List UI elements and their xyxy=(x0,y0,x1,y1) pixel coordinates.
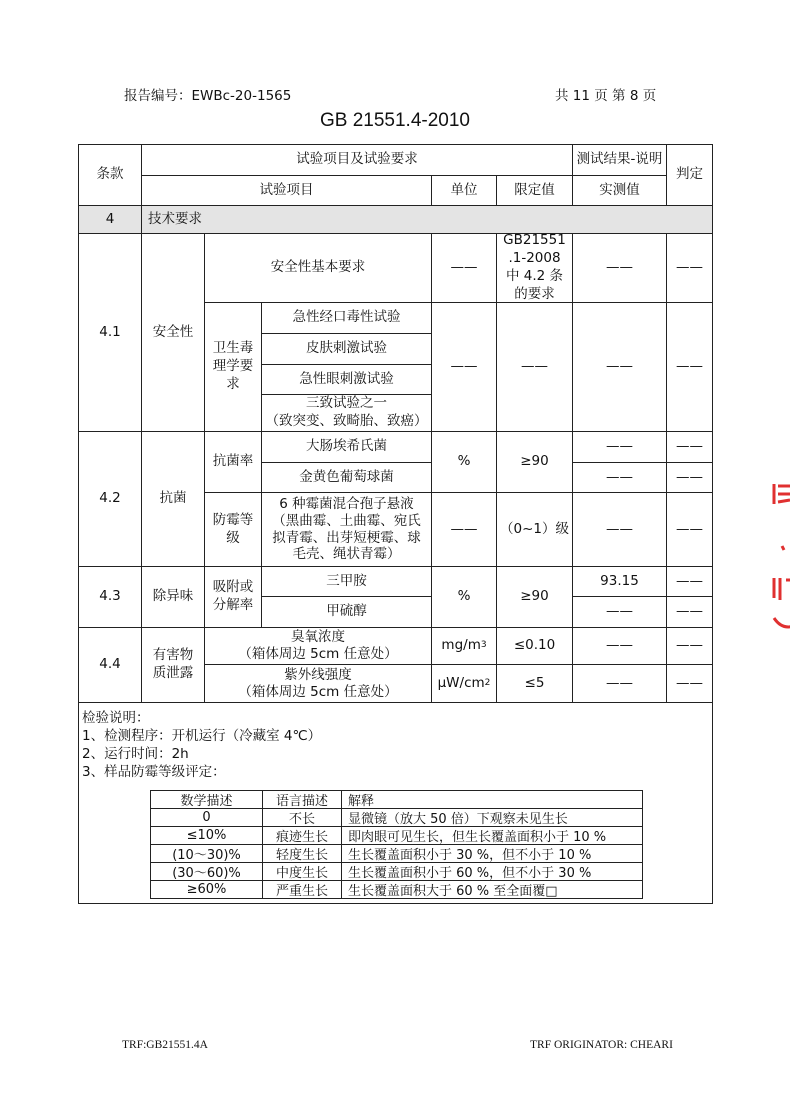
ozone-unit xyxy=(431,627,497,665)
grade-header-language: 语言描述 xyxy=(262,790,342,809)
document-title: GB 21551.4-2010 xyxy=(319,110,470,131)
antibac-staph-verdict: —— xyxy=(666,462,713,493)
ozone-verdict: —— xyxy=(666,627,713,665)
page-indicator: 共 11 页 第 8 页 xyxy=(555,88,657,104)
tox-verdict: —— xyxy=(666,302,713,432)
clause-4-4-number: 4.4 xyxy=(78,627,142,703)
clause-4-1-name: 安全性 xyxy=(141,233,205,432)
header-item: 试验项目 xyxy=(141,175,432,206)
ozone-unit-text: mg/m xyxy=(441,637,481,654)
grade-row-1-explanation: 即肉眼可见生长，但生长覆盖面积小于 10 % xyxy=(341,826,643,845)
odor-methanethiol-verdict: —— xyxy=(666,596,713,628)
tox-item-skin: 皮肤刺激试验 xyxy=(261,333,432,365)
safety-basic-verdict: —— xyxy=(666,233,713,303)
clause-4-4-name: 有害物 质泄露 xyxy=(141,627,205,703)
ozone-measured: —— xyxy=(572,627,667,665)
clause-4-2-name: 抗菌 xyxy=(141,431,205,567)
uv-unit-text: μW/cm xyxy=(437,674,485,691)
grade-row-0-language: 不长 xyxy=(262,808,342,827)
section-4-title: 技术要求 xyxy=(141,205,713,234)
grade-row-4-language: 严重生长 xyxy=(262,880,342,899)
notes-line-2: 2、运行时间：2h xyxy=(82,746,189,762)
uv-unit xyxy=(431,664,497,703)
odor-group: 吸附或 分解率 xyxy=(204,566,262,628)
antibac-item-ecoli: 大肠埃希氏菌 xyxy=(261,431,432,463)
safety-basic-limit: GB21551 .1-2008 中 4.2 条 的要求 xyxy=(496,233,573,303)
tox-limit: —— xyxy=(496,302,573,432)
grade-row-0-explanation: 显微镜（放大 50 倍）下观察未见生长 xyxy=(341,808,643,827)
grade-row-2-language: 轻度生长 xyxy=(262,844,342,863)
ozone-item: 臭氧浓度 （箱体周边 5cm 任意处） xyxy=(204,627,432,665)
grade-row-3-math: (30～60)% xyxy=(150,862,263,881)
safety-basic-measured: —— xyxy=(572,233,667,303)
mold-unit: —— xyxy=(431,492,497,567)
mold-item: 6 种霉菌混合孢子悬液 （黑曲霉、土曲霉、宛氏 拟青霉、出芽短梗霉、球 毛壳、绳状青霉） xyxy=(261,492,432,567)
header-limit: 限定值 xyxy=(496,175,573,206)
report-number: 报告编号：EWBc-20-1565 xyxy=(124,88,292,104)
ozone-unit-exponent: 3 xyxy=(480,640,487,651)
header-result: 测试结果-说明 xyxy=(572,144,667,176)
grade-row-3-language: 中度生长 xyxy=(262,862,342,881)
tox-item-eye: 急性眼刺激试验 xyxy=(261,364,432,395)
seal-stamp-partial xyxy=(768,470,790,640)
odor-item-methanethiol: 甲硫醇 xyxy=(261,596,432,628)
antibac-limit: ≥90 xyxy=(496,431,573,493)
tox-item-mutagenic: 三致试验之一 （致突变、致畸胎、致癌） xyxy=(261,394,432,432)
uv-unit-exponent: 2 xyxy=(484,677,491,688)
grade-row-4-explanation: 生长覆盖面积大于 60 % 至全面覆□ xyxy=(341,880,643,899)
odor-unit: % xyxy=(431,566,497,628)
grade-row-0-math: 0 xyxy=(150,808,263,827)
antibac-ecoli-measured: —— xyxy=(572,431,667,463)
grade-row-2-explanation: 生长覆盖面积小于 30 %，但不小于 10 % xyxy=(341,844,643,863)
notes-title: 检验说明： xyxy=(82,710,150,726)
uv-verdict: —— xyxy=(666,664,713,703)
header-measured: 实测值 xyxy=(572,175,667,206)
antibac-item-staph: 金黄色葡萄球菌 xyxy=(261,462,432,493)
mold-limit: （0~1）级 xyxy=(496,492,573,567)
antibac-unit: % xyxy=(431,431,497,493)
seal-stamp-marks xyxy=(774,484,790,627)
grade-row-3-explanation: 生长覆盖面积小于 60 %，但不小于 30 % xyxy=(341,862,643,881)
toxicology-group: 卫生毒 理学要 求 xyxy=(204,302,262,432)
odor-item-trimethylamine: 三甲胺 xyxy=(261,566,432,597)
header-unit: 单位 xyxy=(431,175,497,206)
clause-4-3-name: 除异味 xyxy=(141,566,205,628)
tox-unit: —— xyxy=(431,302,497,432)
uv-limit: ≤5 xyxy=(496,664,573,703)
ozone-limit: ≤0.10 xyxy=(496,627,573,665)
odor-limit: ≥90 xyxy=(496,566,573,628)
antibacterial-group: 抗菌率 xyxy=(204,431,262,493)
header-verdict: 判定 xyxy=(666,144,713,206)
odor-trimethylamine-verdict: —— xyxy=(666,566,713,597)
clause-4-3-number: 4.3 xyxy=(78,566,142,628)
safety-basic-item: 安全性基本要求 xyxy=(204,233,432,303)
section-4-number: 4 xyxy=(78,205,142,234)
tox-measured: —— xyxy=(572,302,667,432)
antibac-staph-measured: —— xyxy=(572,462,667,493)
tox-item-oral: 急性经口毒性试验 xyxy=(261,302,432,334)
header-items-requirements: 试验项目及试验要求 xyxy=(141,144,573,176)
antibac-ecoli-verdict: —— xyxy=(666,431,713,463)
footer-originator: TRF ORIGINATOR: CHEARI xyxy=(530,1039,673,1051)
clause-4-2-number: 4.2 xyxy=(78,431,142,567)
grade-row-4-math: ≥60% xyxy=(150,880,263,899)
grade-row-1-math: ≤10% xyxy=(150,826,263,845)
odor-methanethiol-measured: —— xyxy=(572,596,667,628)
mold-verdict: —— xyxy=(666,492,713,567)
grade-header-math: 数学描述 xyxy=(150,790,263,809)
odor-trimethylamine-measured: 93.15 xyxy=(572,566,667,597)
safety-basic-unit: —— xyxy=(431,233,497,303)
notes-line-3: 3、样品防霉等级评定： xyxy=(82,764,226,780)
header-clause: 条款 xyxy=(78,144,142,206)
clause-4-1-number: 4.1 xyxy=(78,233,142,432)
uv-item: 紫外线强度 （箱体周边 5cm 任意处） xyxy=(204,664,432,703)
grade-row-2-math: (10～30)% xyxy=(150,844,263,863)
grade-header-explanation: 解释 xyxy=(341,790,643,809)
footer-form-id: TRF:GB21551.4A xyxy=(122,1039,208,1051)
uv-measured: —— xyxy=(572,664,667,703)
mold-group: 防霉等 级 xyxy=(204,492,262,567)
mold-measured: —— xyxy=(572,492,667,567)
notes-line-1: 1、检测程序：开机运行（冷藏室 4℃） xyxy=(82,728,322,744)
grade-row-1-language: 痕迹生长 xyxy=(262,826,342,845)
